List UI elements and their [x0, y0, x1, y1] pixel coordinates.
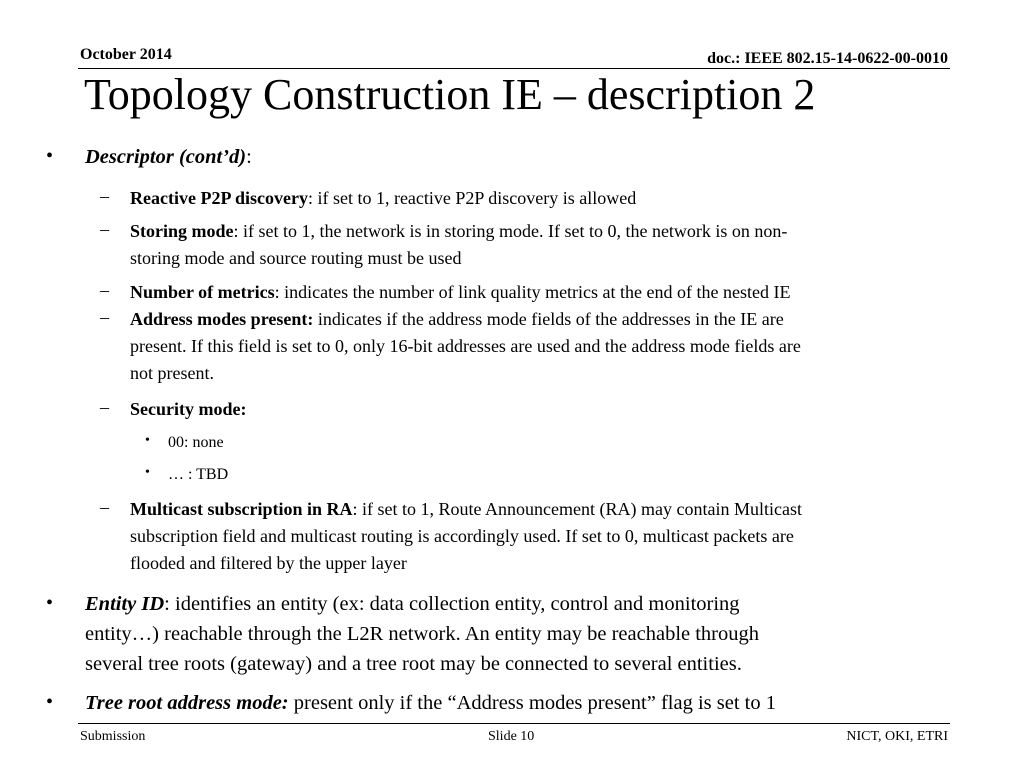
item-text-cont: present. If this field is set to 0, only 16-bit addresses are used and the address mode fields are	[130, 336, 801, 356]
list-item-security-mode	[130, 396, 246, 423]
bullet-icon: •	[145, 465, 150, 480]
footer-submission: Submission	[80, 729, 146, 744]
tree-root-text: present only if the “Address modes present” flag is set to 1	[288, 692, 776, 714]
dash-icon: –	[100, 186, 109, 206]
item-text: : indicates the number of link quality metrics at the end of the nested IE	[274, 282, 791, 302]
item-text-cont: not present.	[130, 363, 214, 383]
item-term: Storing mode	[130, 221, 234, 241]
list-item-multicast	[130, 496, 802, 577]
list-item-address-modes	[130, 306, 801, 387]
slide-title: Topology Construction IE – description 2	[84, 70, 816, 119]
item-term: Address modes present:	[130, 309, 314, 329]
bullet-icon: •	[46, 145, 54, 167]
bullet-icon: •	[145, 433, 150, 448]
item-text: : if set to 1, Route Announcement (RA) may contain Multicast	[352, 499, 802, 519]
item-text-cont: subscription field and multicast routing is accordingly used. If set to 0, multicast packets are	[130, 526, 794, 546]
footer-slide-number: Slide 10	[488, 729, 535, 744]
item-term: Number of metrics	[130, 282, 275, 302]
header-rule	[78, 68, 950, 69]
tree-root-paragraph	[85, 688, 776, 718]
bullet-icon: •	[46, 592, 54, 614]
item-text: indicates if the address mode fields of the addresses in the IE are	[313, 309, 784, 329]
security-option: 00: none	[168, 434, 224, 451]
descriptor-heading	[85, 142, 252, 172]
item-term: Multicast subscription in RA	[130, 499, 353, 519]
dash-icon: –	[100, 497, 109, 517]
dash-icon: –	[100, 397, 109, 417]
entity-id-text: : identifies an entity (ex: data collection entity, control and monitoring	[164, 593, 740, 615]
security-option: … : TBD	[168, 466, 229, 483]
dash-icon: –	[100, 219, 109, 239]
item-text-cont: storing mode and source routing must be used	[130, 248, 462, 268]
footer-authors: NICT, OKI, ETRI	[846, 729, 948, 744]
list-item-reactive-p2p	[130, 185, 636, 212]
list-item-storing-mode	[130, 218, 787, 272]
item-term: Security mode:	[130, 399, 247, 419]
dash-icon: –	[100, 280, 109, 300]
dash-icon: –	[100, 307, 109, 327]
tree-root-label: Tree root address mode:	[85, 692, 289, 714]
item-text: : if set to 1, reactive P2P discovery is allowed	[307, 188, 637, 208]
entity-id-text-cont: several tree roots (gateway) and a tree root may be connected to several entities.	[85, 653, 742, 675]
header-doc-id: doc.: IEEE 802.15-14-0622-00-0010	[707, 50, 948, 67]
descriptor-suffix: :	[246, 146, 252, 168]
entity-id-text-cont: entity…) reachable through the L2R network. An entity may be reachable through	[85, 623, 760, 645]
entity-id-label: Entity ID	[85, 593, 165, 615]
list-item-number-of-metrics	[130, 279, 790, 306]
footer-rule	[78, 723, 950, 724]
item-term: Reactive P2P discovery	[130, 188, 308, 208]
item-text-cont: flooded and filtered by the upper layer	[130, 553, 407, 573]
entity-id-paragraph	[85, 589, 759, 679]
header-date: October 2014	[80, 46, 172, 63]
bullet-icon: •	[46, 691, 54, 713]
item-text: : if set to 1, the network is in storing mode. If set to 0, the network is on non-	[233, 221, 788, 241]
descriptor-label: Descriptor (cont’d)	[85, 146, 247, 168]
